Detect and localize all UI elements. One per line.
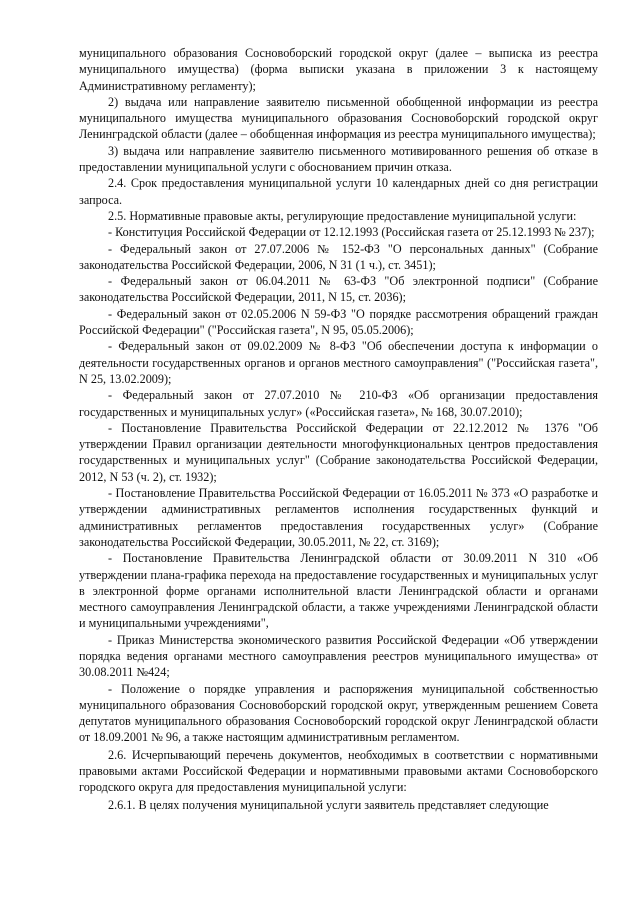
- act-8-fz: - Федеральный закон от 09.02.2009 № 8-ФЗ "Об обеспечении доступа к информации о деятельности государственных органов и органов местного самоуправления" ("Российская газета", N 25, 13.02.2009);: [79, 339, 598, 386]
- paragraph-item-3: 3) выдача или направление заявителю письменного мотивированного решения об отказе в предоставлении муниципальной услуги с обоснованием причин отказа.: [79, 143, 598, 175]
- paragraph-2-5: 2.5. Нормативные правовые акты, регулирующие предоставление муниципальной услуги:: [108, 208, 577, 223]
- act-59-fz: - Федеральный закон от 02.05.2006 N 59-ФЗ "О порядке рассмотрения обращений граждан Российской Федерации" ("Российская газета", N 95, 05.05.2006);: [79, 306, 598, 338]
- act-resolution-310: - Постановление Правительства Ленинградской области от 30.09.2011 N 310 «Об утверждении плана-графика перехода на предоставление государственных и муниципальных услуг в электронной форме органами исполнительной власти Ленинградской области и органами местного самоуправления Ленинградской области, а также учреждениями Ленинградской области и муниципальными учреждениями",: [79, 551, 598, 631]
- act-resolution-1376: - Постановление Правительства Российской Федерации от 22.12.2012 № 1376 "Об утверждении Правил организации деятельности многофункциональных центров предоставления государственных и муниципальных услуг" (Собрание законодательства Российской Федерации, 2012, N 53 (ч. 2), ст. 1932);: [79, 420, 598, 484]
- document-body: [79, 45, 598, 813]
- paragraph-2-4: 2.4. Срок предоставления муниципальной услуги 10 календарных дней со дня регистрации запроса.: [79, 176, 598, 207]
- paragraph-2-6-1: 2.6.1. В целях получения муниципальной услуги заявитель представляет следующие: [108, 797, 549, 812]
- act-210-fz: - Федеральный закон от 27.07.2010 № 210-ФЗ «Об организации предоставления государственных и муниципальных услуг» («Российская газета», № 168, 30.07.2010);: [79, 388, 598, 419]
- act-constitution: - Конституция Российской Федерации от 12.12.1993 (Российская газета от 25.12.1993 № 237);: [108, 225, 595, 240]
- paragraph-extract-form: муниципального образования Сосновоборский городской округ (далее – выписка из реестра муниципального имущества) (форма выписки указана в приложении 3 к настоящему Административному регламенту);: [79, 46, 598, 93]
- act-resolution-373: - Постановление Правительства Российской Федерации от 16.05.2011 № 373 «О разработке и утверждении административных регламентов исполнения государственных функций и административных регламентов предоставления государственных услуг» (Собрание законодательства Российской Федерации, 30.05.2011, № 22, ст. 3169);: [79, 486, 598, 549]
- act-order-424: - Приказ Министерства экономического развития Российской Федерации «Об утверждении порядка ведения органами местного самоуправления реестров муниципального имущества» от 30.08.2011 №424;: [79, 632, 598, 680]
- act-regulation-96: - Положение о порядке управления и распоряжения муниципальной собственностью муниципального образования Сосновоборский городской округ, утвержденным решением Совета депутатов муниципального образования Сосновоборский городской округ Ленинградской области от 18.09.2001 № 96, а также настоящим административным регламентом.: [79, 681, 598, 745]
- act-63-fz: - Федеральный закон от 06.04.2011 № 63-ФЗ "Об электронной подписи" (Собрание законодательства Российской Федерации, 2011, N 15, ст. 2036);: [79, 274, 598, 305]
- act-152-fz: - Федеральный закон от 27.07.2006 № 152-ФЗ "О персональных данных" (Собрание законодательства Российской Федерации, 2006, N 31 (1 ч.), ст. 3451);: [79, 241, 598, 272]
- paragraph-2-6: 2.6. Исчерпывающий перечень документов, необходимых в соответствии с нормативными правовыми актами Российской Федерации и нормативными правовыми актами Сосновоборского городского округа для предоставления муниципальной услуги:: [79, 747, 598, 795]
- paragraph-item-2: 2) выдача или направление заявителю письменной обобщенной информации из реестра муниципального имущества муниципального образования Сосновоборский городской округ Ленинградской области (далее – обобщенная информация из реестра муниципального имущества);: [79, 94, 598, 142]
